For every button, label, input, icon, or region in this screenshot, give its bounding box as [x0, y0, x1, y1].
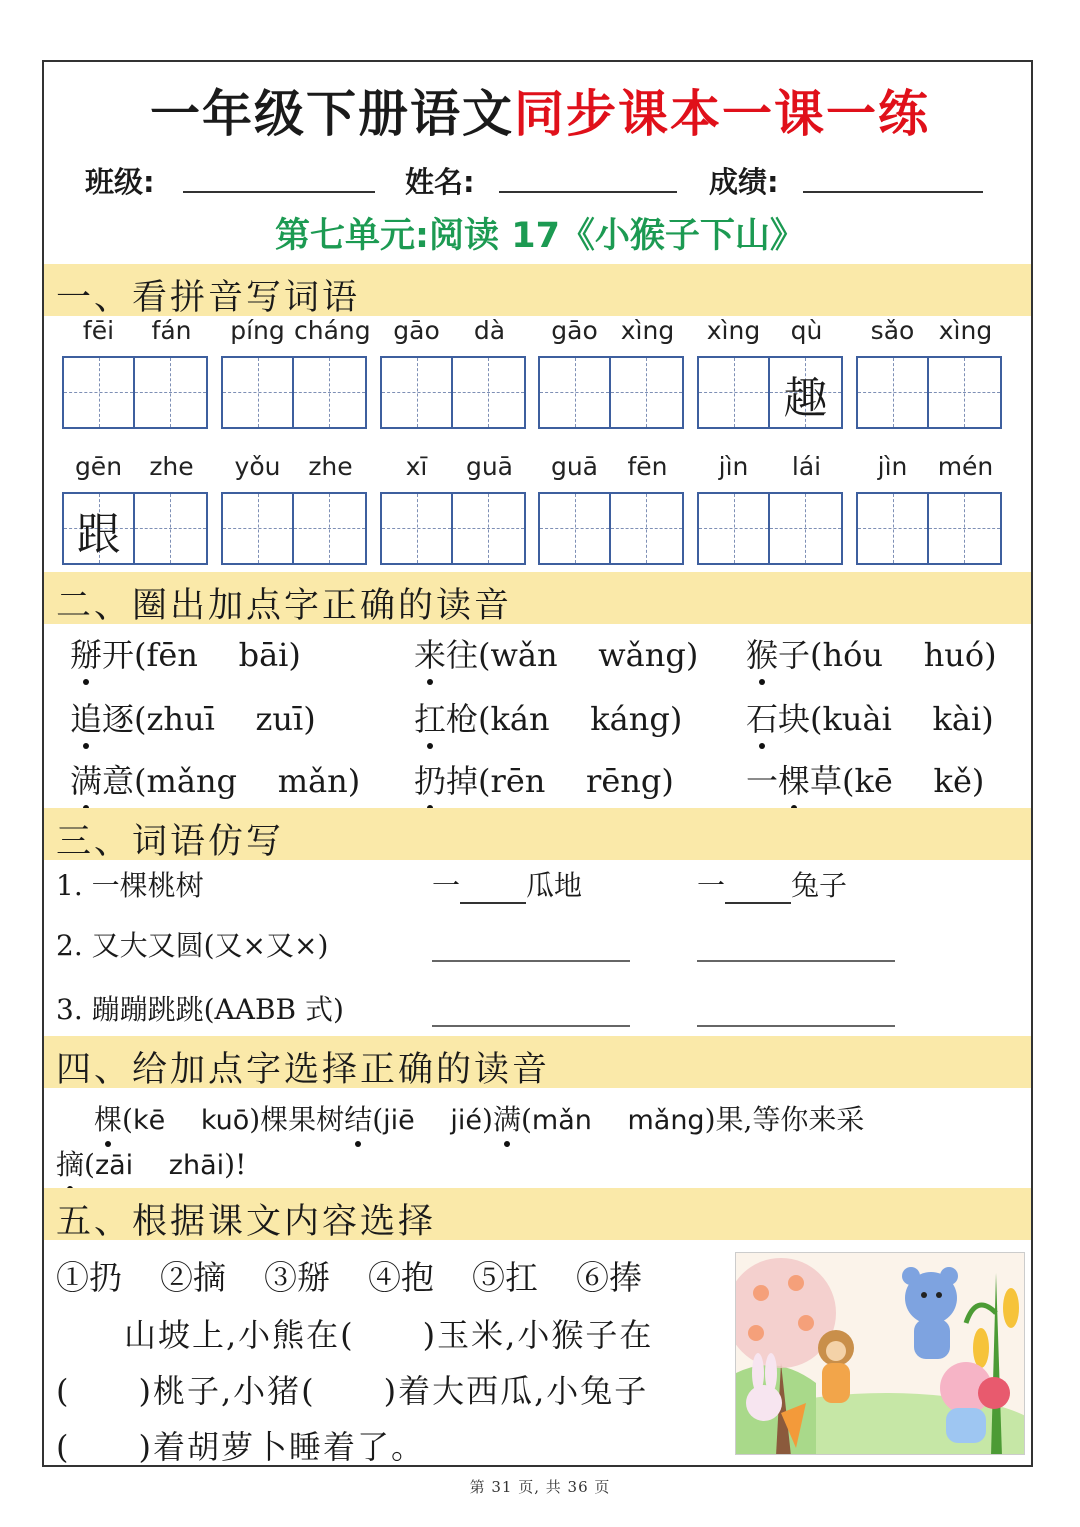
pinyin-label: [221, 452, 367, 486]
pinyin-label: [538, 452, 684, 486]
s3-a-blank[interactable]: [460, 868, 526, 904]
item-rest: 掉: [446, 762, 479, 800]
tianzige-box: [62, 492, 208, 565]
s5-line-2: ( )桃子,小猪( )着大西瓜,小兔子: [56, 1372, 649, 1410]
pinyin-syllable: jìn: [718, 452, 749, 481]
s5-options: [56, 1252, 680, 1299]
item-rest: 开: [102, 636, 135, 674]
pinyin-option[interactable]: zuī: [255, 700, 304, 738]
s3-b-blank[interactable]: [725, 868, 791, 904]
section-4-title: 四、给加点字选择正确的读音: [56, 1050, 551, 1090]
pinyin-syllable: gāo: [393, 316, 440, 345]
s4-text-1: )棵果树: [249, 1103, 345, 1136]
pinyin-syllable: guā: [550, 452, 599, 481]
pinyin-option[interactable]: mǎn: [277, 762, 348, 800]
pinyin-syllable: jìn: [877, 452, 908, 481]
pinyin-syllable: xìng: [938, 316, 993, 345]
pinyin-option[interactable]: kuài: [822, 700, 892, 738]
item-rest: 意: [102, 762, 135, 800]
class-field[interactable]: [183, 191, 375, 193]
pinyin-syllable: dà: [473, 316, 506, 345]
page-footer: 第 31 页, 共 36 页: [469, 1478, 611, 1496]
s4-line-1: 棵(kē kuō)棵果树结(jiē jié)满(mǎn mǎng)果,等你来采: [94, 1098, 1024, 1138]
s4-char-3: 满: [493, 1098, 521, 1138]
s4-text-3: )果,等你来采: [704, 1103, 865, 1136]
writing-cell[interactable]: [611, 358, 682, 427]
unit-title: 第七单元:阅读 17《小猴子下山》: [275, 216, 805, 256]
pinyin-syllable: xìng: [620, 316, 675, 345]
pinyin-option[interactable]: kán: [490, 700, 550, 738]
s3-b-suffix: 兔子: [791, 869, 848, 902]
tianzige-box: [380, 356, 526, 429]
section-3-header: [44, 808, 1031, 860]
writing-cell[interactable]: [453, 494, 524, 563]
s5-option-5: ⑤扛: [472, 1258, 538, 1297]
writing-cell[interactable]: [540, 358, 611, 427]
item-rest: 往: [446, 636, 479, 674]
s4-opt-2b[interactable]: jié: [450, 1105, 482, 1136]
pronunciation-item: 来往(wǎn wǎng): [414, 630, 698, 676]
writing-cell[interactable]: [770, 358, 841, 427]
pronunciation-item: 一棵草(kē kě): [746, 756, 984, 802]
page-title: [0, 74, 1080, 146]
writing-cell[interactable]: [858, 494, 929, 563]
writing-cell[interactable]: [929, 358, 1000, 427]
pinyin-label: [380, 316, 526, 350]
s5-line-3: ( )着胡萝卜睡着了。: [56, 1428, 425, 1466]
score-label: 成绩:: [709, 165, 779, 199]
writing-cell[interactable]: [64, 494, 135, 563]
s5-option-1: ①扔: [56, 1258, 122, 1297]
s3-a-prefix: 一: [432, 869, 461, 902]
pinyin-syllable: fēi: [82, 316, 115, 345]
pronunciation-item: 猴子(hóu huó): [746, 630, 997, 676]
s3-row-1-item-a: [432, 864, 582, 904]
s4-char-1: 棵: [94, 1098, 122, 1138]
section-5-title: 五、根据课文内容选择: [56, 1202, 437, 1242]
tianzige-box: [856, 356, 1002, 429]
dotted-char: 掰: [70, 630, 102, 676]
pinyin-label: [62, 316, 208, 350]
dotted-char: 棵: [778, 756, 810, 802]
pinyin-label: [856, 316, 1002, 350]
pronunciation-item: 扔掉(rēn rēng): [414, 756, 674, 802]
pinyin-label: [380, 452, 526, 486]
tianzige-box: [697, 356, 843, 429]
title-part2: 同步课本一课一练: [514, 85, 930, 143]
pinyin-label: [856, 452, 1002, 486]
s3-row-2-label: 2. 又大又圆(又×又×): [56, 929, 329, 962]
writing-cell[interactable]: [929, 494, 1000, 563]
dotted-char: 猴: [746, 630, 778, 676]
pinyin-option[interactable]: fēn: [146, 636, 198, 674]
section-2-title: 二、圈出加点字正确的读音: [56, 586, 513, 626]
writing-cell[interactable]: [540, 494, 611, 563]
written-char: 趣: [783, 373, 828, 424]
pinyin-label: [221, 316, 371, 350]
pinyin-option[interactable]: rēn: [490, 762, 546, 800]
writing-cell[interactable]: [223, 358, 294, 427]
s3-row-2-blank-b[interactable]: [697, 960, 895, 962]
pinyin-option[interactable]: rēng: [586, 762, 662, 800]
writing-cell[interactable]: [382, 358, 453, 427]
student-info-row: [85, 160, 985, 200]
s5-option-2: ②摘: [160, 1258, 226, 1297]
dotted-char: 满: [70, 756, 102, 802]
s5-option-4: ④抱: [368, 1258, 434, 1297]
pinyin-label: [538, 316, 684, 350]
writing-cell[interactable]: [699, 494, 770, 563]
s4-opt-4b[interactable]: zhāi: [168, 1150, 225, 1181]
s4-opt-2a[interactable]: jiē: [383, 1105, 415, 1136]
s4-opt-3a[interactable]: mǎn: [531, 1105, 592, 1136]
s3-row-3-blank-a[interactable]: [432, 1025, 630, 1027]
pinyin-option[interactable]: zhuī: [146, 700, 215, 738]
pinyin-syllable: sǎo: [870, 316, 915, 345]
s4-opt-1b[interactable]: kuō: [200, 1105, 250, 1136]
name-field[interactable]: [499, 191, 677, 193]
s4-opt-4a[interactable]: zāi: [94, 1150, 134, 1181]
writing-cell[interactable]: [453, 358, 524, 427]
pinyin-syllable: fēn: [627, 452, 668, 481]
pinyin-syllable: mén: [937, 452, 994, 481]
pronunciation-item: 追逐(zhuī zuī): [70, 694, 316, 740]
section-1-header: [44, 264, 1031, 316]
writing-cell[interactable]: [858, 358, 929, 427]
pinyin-syllable: xī: [405, 452, 428, 481]
section-1-title: 一、看拼音写词语: [56, 278, 361, 318]
score-field[interactable]: [803, 191, 983, 193]
writing-cell[interactable]: [382, 494, 453, 563]
dotted-char: 追: [70, 694, 102, 740]
tianzige-box: [62, 356, 208, 429]
s3-row-3-blank-b[interactable]: [697, 1025, 895, 1027]
section-5-header: [44, 1188, 1031, 1240]
writing-cell[interactable]: [135, 358, 206, 427]
s4-opt-3b[interactable]: mǎng: [627, 1105, 705, 1136]
s3-a-suffix: 瓜地: [526, 869, 583, 902]
tianzige-box: [221, 492, 367, 565]
tianzige-box: [380, 492, 526, 565]
item-rest: 草: [810, 762, 843, 800]
pinyin-syllable: gāo: [551, 316, 598, 345]
s4-char-2: 结: [344, 1098, 372, 1138]
pronunciation-item: 扛枪(kán káng): [414, 694, 682, 740]
s3-row-1-item-b: [697, 864, 847, 904]
pinyin-label: [62, 452, 208, 486]
pronunciation-item: 满意(mǎng mǎn): [70, 756, 360, 802]
pronunciation-item: 掰开(fēn bāi): [70, 630, 301, 676]
pinyin-option[interactable]: káng: [590, 700, 670, 738]
s4-line-2: 摘(zāi zhāi)!: [56, 1143, 1026, 1183]
pinyin-label: [697, 316, 843, 350]
pinyin-option[interactable]: wǎng: [598, 636, 686, 674]
pinyin-option[interactable]: hóu: [822, 636, 883, 674]
tianzige-box: [538, 492, 684, 565]
class-label: 班级:: [85, 165, 155, 199]
s4-char-4: 摘: [56, 1143, 84, 1183]
s3-row-2-blank-a[interactable]: [432, 960, 630, 962]
writing-cell[interactable]: [223, 494, 294, 563]
s3-b-prefix: 一: [697, 869, 726, 902]
story-illustration: [735, 1252, 1025, 1455]
pinyin-option[interactable]: kē: [854, 762, 893, 800]
tianzige-box: [856, 492, 1002, 565]
item-prefix: 一: [746, 762, 779, 800]
section-4-header: [44, 1036, 1031, 1088]
writing-cell[interactable]: [294, 358, 365, 427]
writing-cell[interactable]: [611, 494, 682, 563]
dotted-char: 扛: [414, 694, 446, 740]
tianzige-box: [697, 492, 843, 565]
writing-cell[interactable]: [699, 358, 770, 427]
writing-cell[interactable]: [64, 358, 135, 427]
s4-text-2: ): [482, 1103, 493, 1136]
item-rest: 块: [778, 700, 811, 738]
item-rest: 枪: [446, 700, 479, 738]
pinyin-syllable: xìng: [706, 316, 761, 345]
pinyin-syllable: zhe: [308, 452, 353, 481]
dotted-char: 扔: [414, 756, 446, 802]
pinyin-syllable: cháng: [294, 316, 371, 345]
pinyin-syllable: lái: [791, 452, 822, 481]
pinyin-syllable: píng: [230, 316, 285, 345]
pinyin-syllable: qù: [790, 316, 823, 345]
pinyin-label: [697, 452, 843, 486]
pinyin-option[interactable]: kài: [932, 700, 982, 738]
tianzige-box: [221, 356, 367, 429]
item-rest: 逐: [102, 700, 135, 738]
pinyin-syllable: yǒu: [234, 452, 281, 481]
dotted-char: 石: [746, 694, 778, 740]
pinyin-syllable: gēn: [74, 452, 123, 481]
section-3-title: 三、词语仿写: [56, 822, 285, 862]
name-label: 姓名:: [405, 165, 475, 199]
writing-cell[interactable]: [294, 494, 365, 563]
s3-row-3-label: 3. 蹦蹦跳跳(AABB 式): [56, 993, 344, 1026]
pinyin-option[interactable]: mǎng: [146, 762, 238, 800]
pinyin-syllable: fán: [151, 316, 192, 345]
s5-option-3: ③掰: [264, 1258, 330, 1297]
tianzige-box: [538, 356, 684, 429]
s4-text-4: )!: [224, 1148, 247, 1181]
s3-row-1-label: 1. 一棵桃树: [56, 869, 204, 902]
writing-cell[interactable]: [135, 494, 206, 563]
pronunciation-item: 石块(kuài kài): [746, 694, 994, 740]
written-char: 跟: [76, 509, 121, 560]
dotted-char: 来: [414, 630, 446, 676]
title-part1: 一年级下册语文: [150, 85, 514, 143]
pinyin-syllable: zhe: [149, 452, 194, 481]
s4-opt-1a[interactable]: kē: [132, 1105, 166, 1136]
s5-option-6: ⑥捧: [576, 1258, 642, 1297]
pinyin-option[interactable]: wǎn: [490, 636, 558, 674]
pinyin-option[interactable]: kě: [933, 762, 972, 800]
section-2-header: [44, 572, 1031, 624]
s5-line-1: 山坡上,小熊在( )玉米,小猴子在: [124, 1316, 654, 1354]
item-rest: 子: [778, 636, 811, 674]
pinyin-option[interactable]: huó: [923, 636, 985, 674]
writing-cell[interactable]: [770, 494, 841, 563]
illustration-svg: [736, 1253, 1025, 1455]
pinyin-option[interactable]: bāi: [238, 636, 289, 674]
pinyin-syllable: guā: [465, 452, 514, 481]
